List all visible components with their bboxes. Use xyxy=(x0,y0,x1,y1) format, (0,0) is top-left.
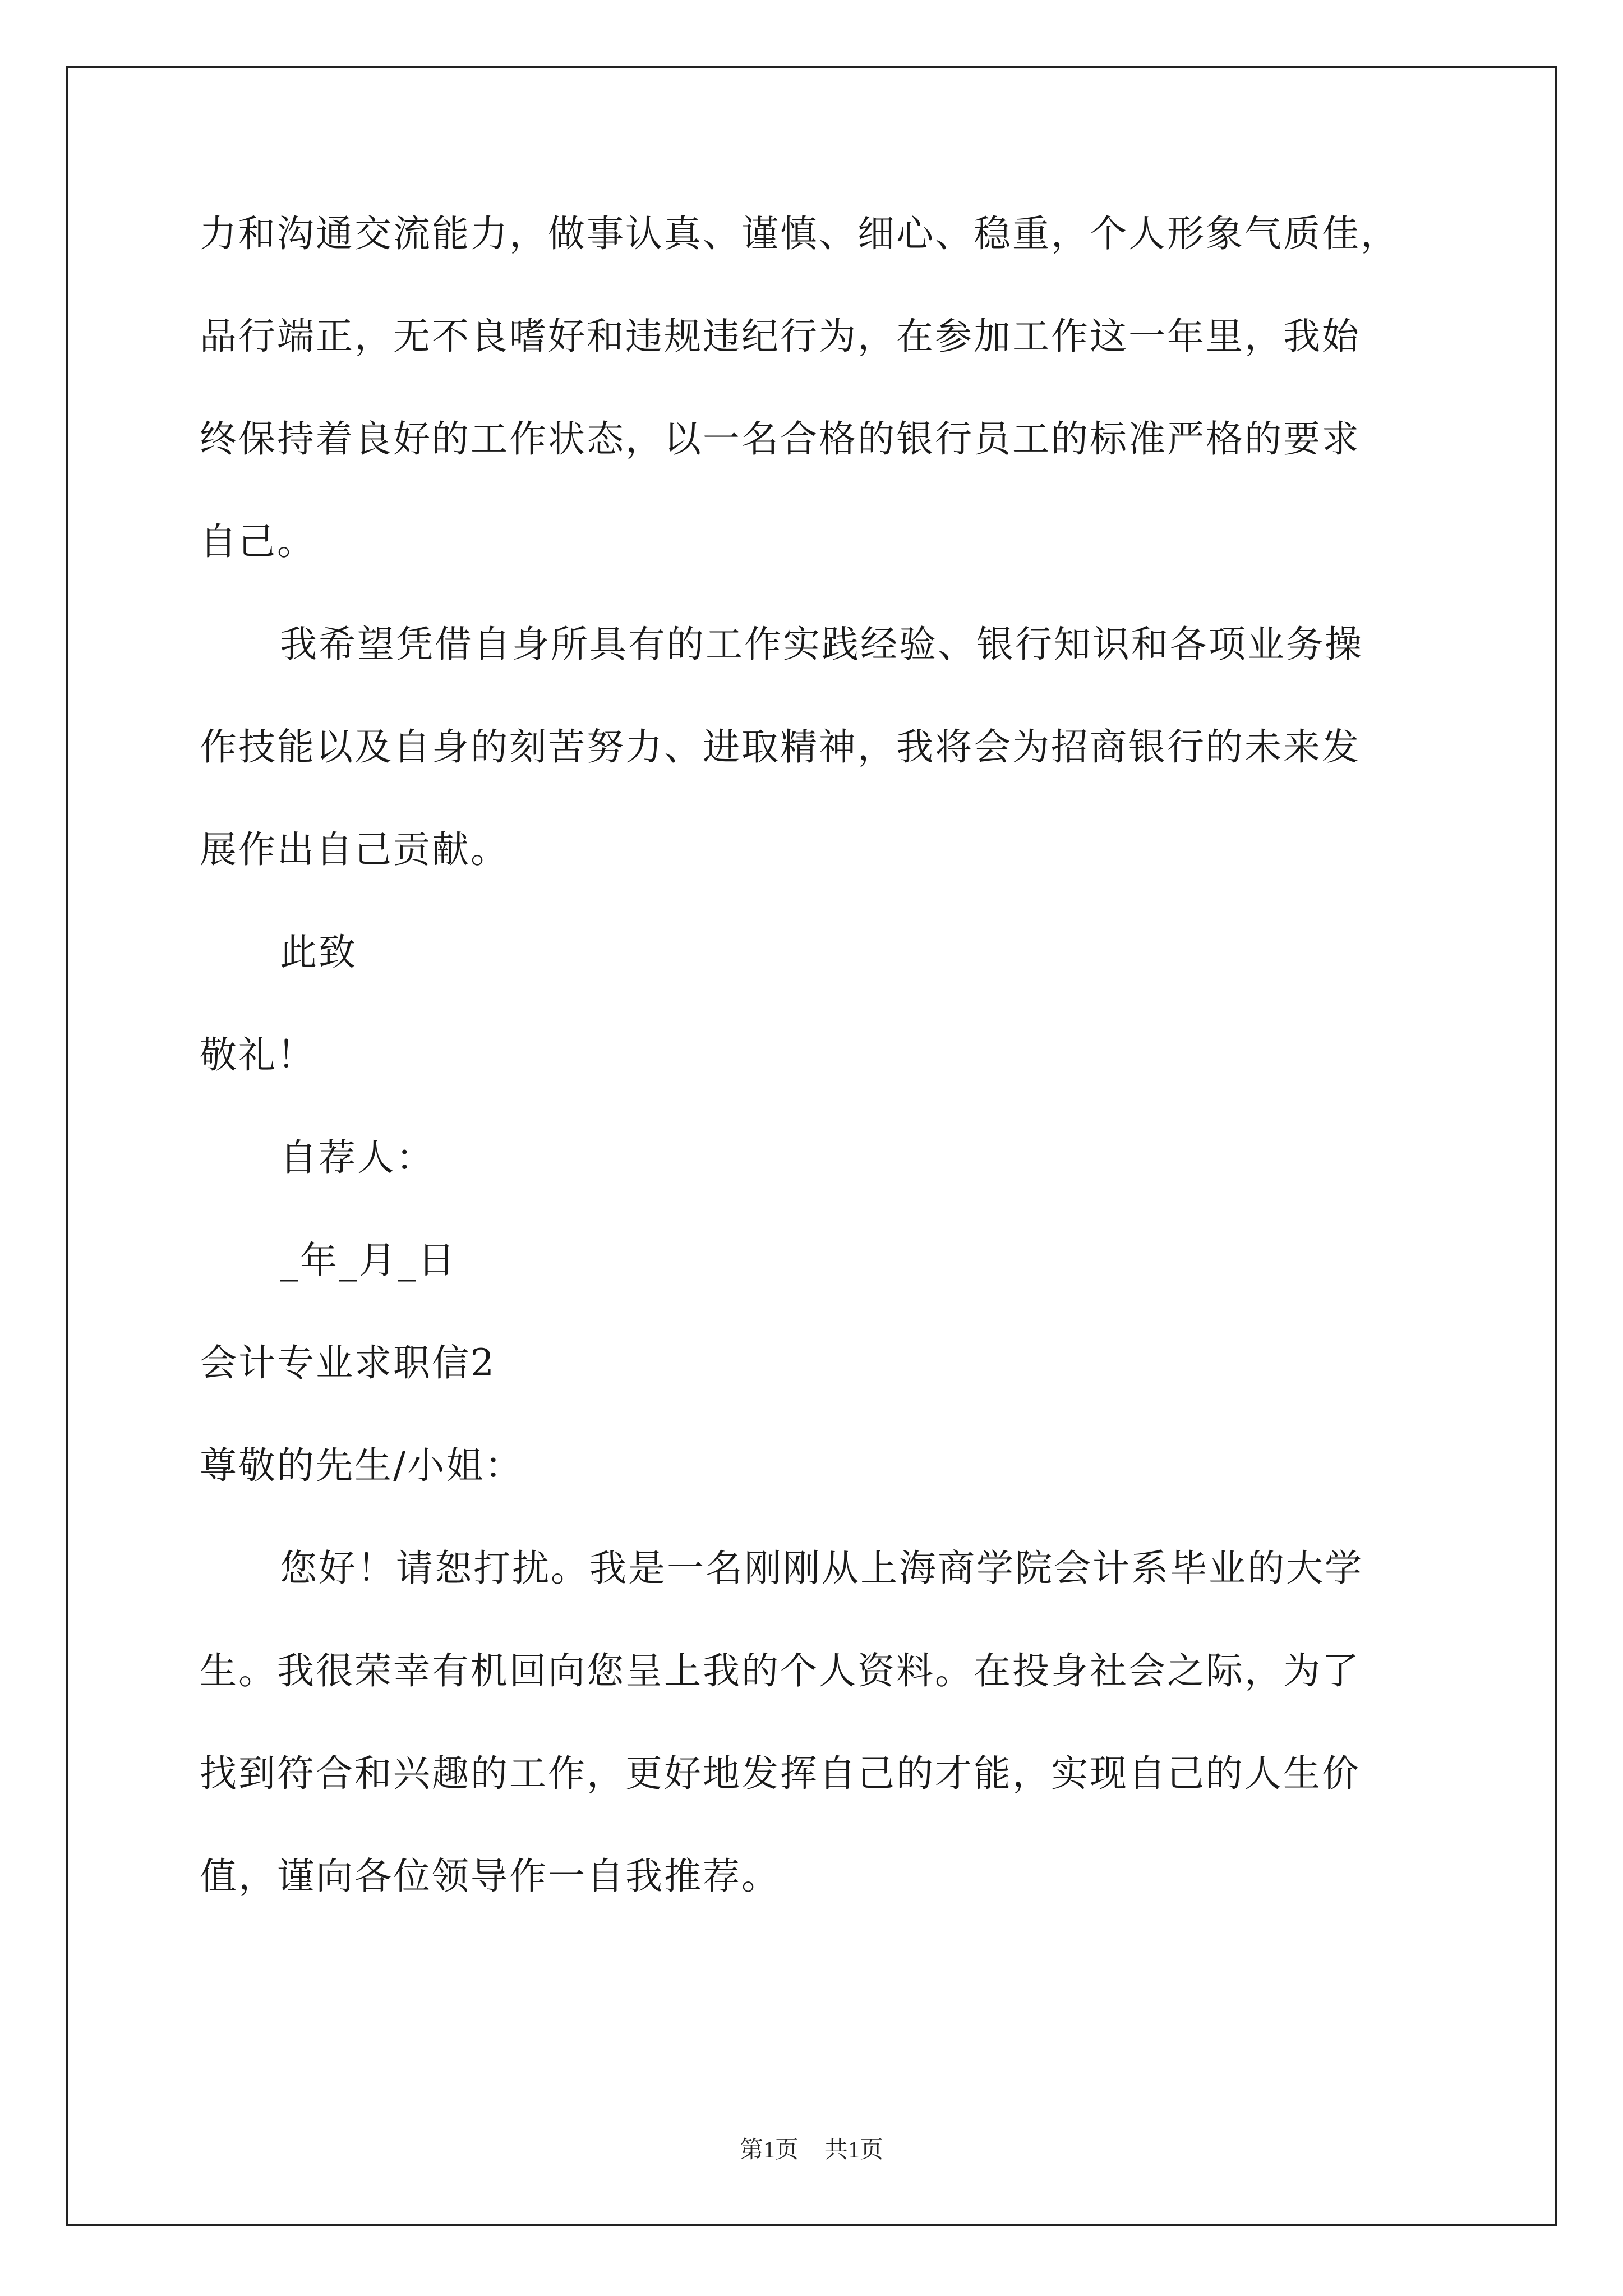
paragraph-line: 终保持着良好的工作状态，以一名合格的银行员工的标准严格的要求 xyxy=(200,417,1361,461)
paragraph-line: 自己。 xyxy=(200,520,316,563)
paragraph-line: 展作出自己贡献。 xyxy=(200,828,509,871)
paragraph-line: 值，谨向各位领导作一自我推荐。 xyxy=(200,1855,780,1898)
page-footer xyxy=(0,2136,1623,2164)
paragraph-line: 作技能以及自身的刻苦努力、进取精神，我将会为招商银行的未来发 xyxy=(200,725,1361,769)
paragraph-line: 生。我很荣幸有机回向您呈上我的个人资料。在投身社会之际，为了 xyxy=(200,1649,1361,1692)
date-line: _年_月_日 xyxy=(280,1239,457,1282)
paragraph-line: 我希望凭借自身所具有的工作实践经验、银行知识和各项业务操 xyxy=(280,623,1363,666)
paragraph-line: 品行端正，无不良嗜好和违规违纪行为，在参加工作这一年里，我始 xyxy=(200,315,1361,358)
section-title: 会计专业求职信2 xyxy=(200,1341,496,1384)
closing-salutation: 敬礼！ xyxy=(200,1033,316,1076)
paragraph-line: 力和沟通交流能力，做事认真、谨慎、细心、稳重，个人形象气质佳， xyxy=(200,212,1399,255)
signature-label: 自荐人： xyxy=(280,1136,435,1179)
closing-phrase: 此致 xyxy=(280,931,357,974)
paragraph-line: 您好！请恕打扰。我是一名刚刚从上海商学院会计系毕业的大学 xyxy=(280,1547,1363,1590)
page-total: 共1页 xyxy=(824,2137,884,2163)
letter-greeting: 尊敬的先生/小姐： xyxy=(200,1444,524,1487)
page-number: 第1页 xyxy=(739,2137,799,2163)
paragraph-line: 找到符合和兴趣的工作，更好地发挥自己的才能，实现自己的人生价 xyxy=(200,1752,1361,1795)
